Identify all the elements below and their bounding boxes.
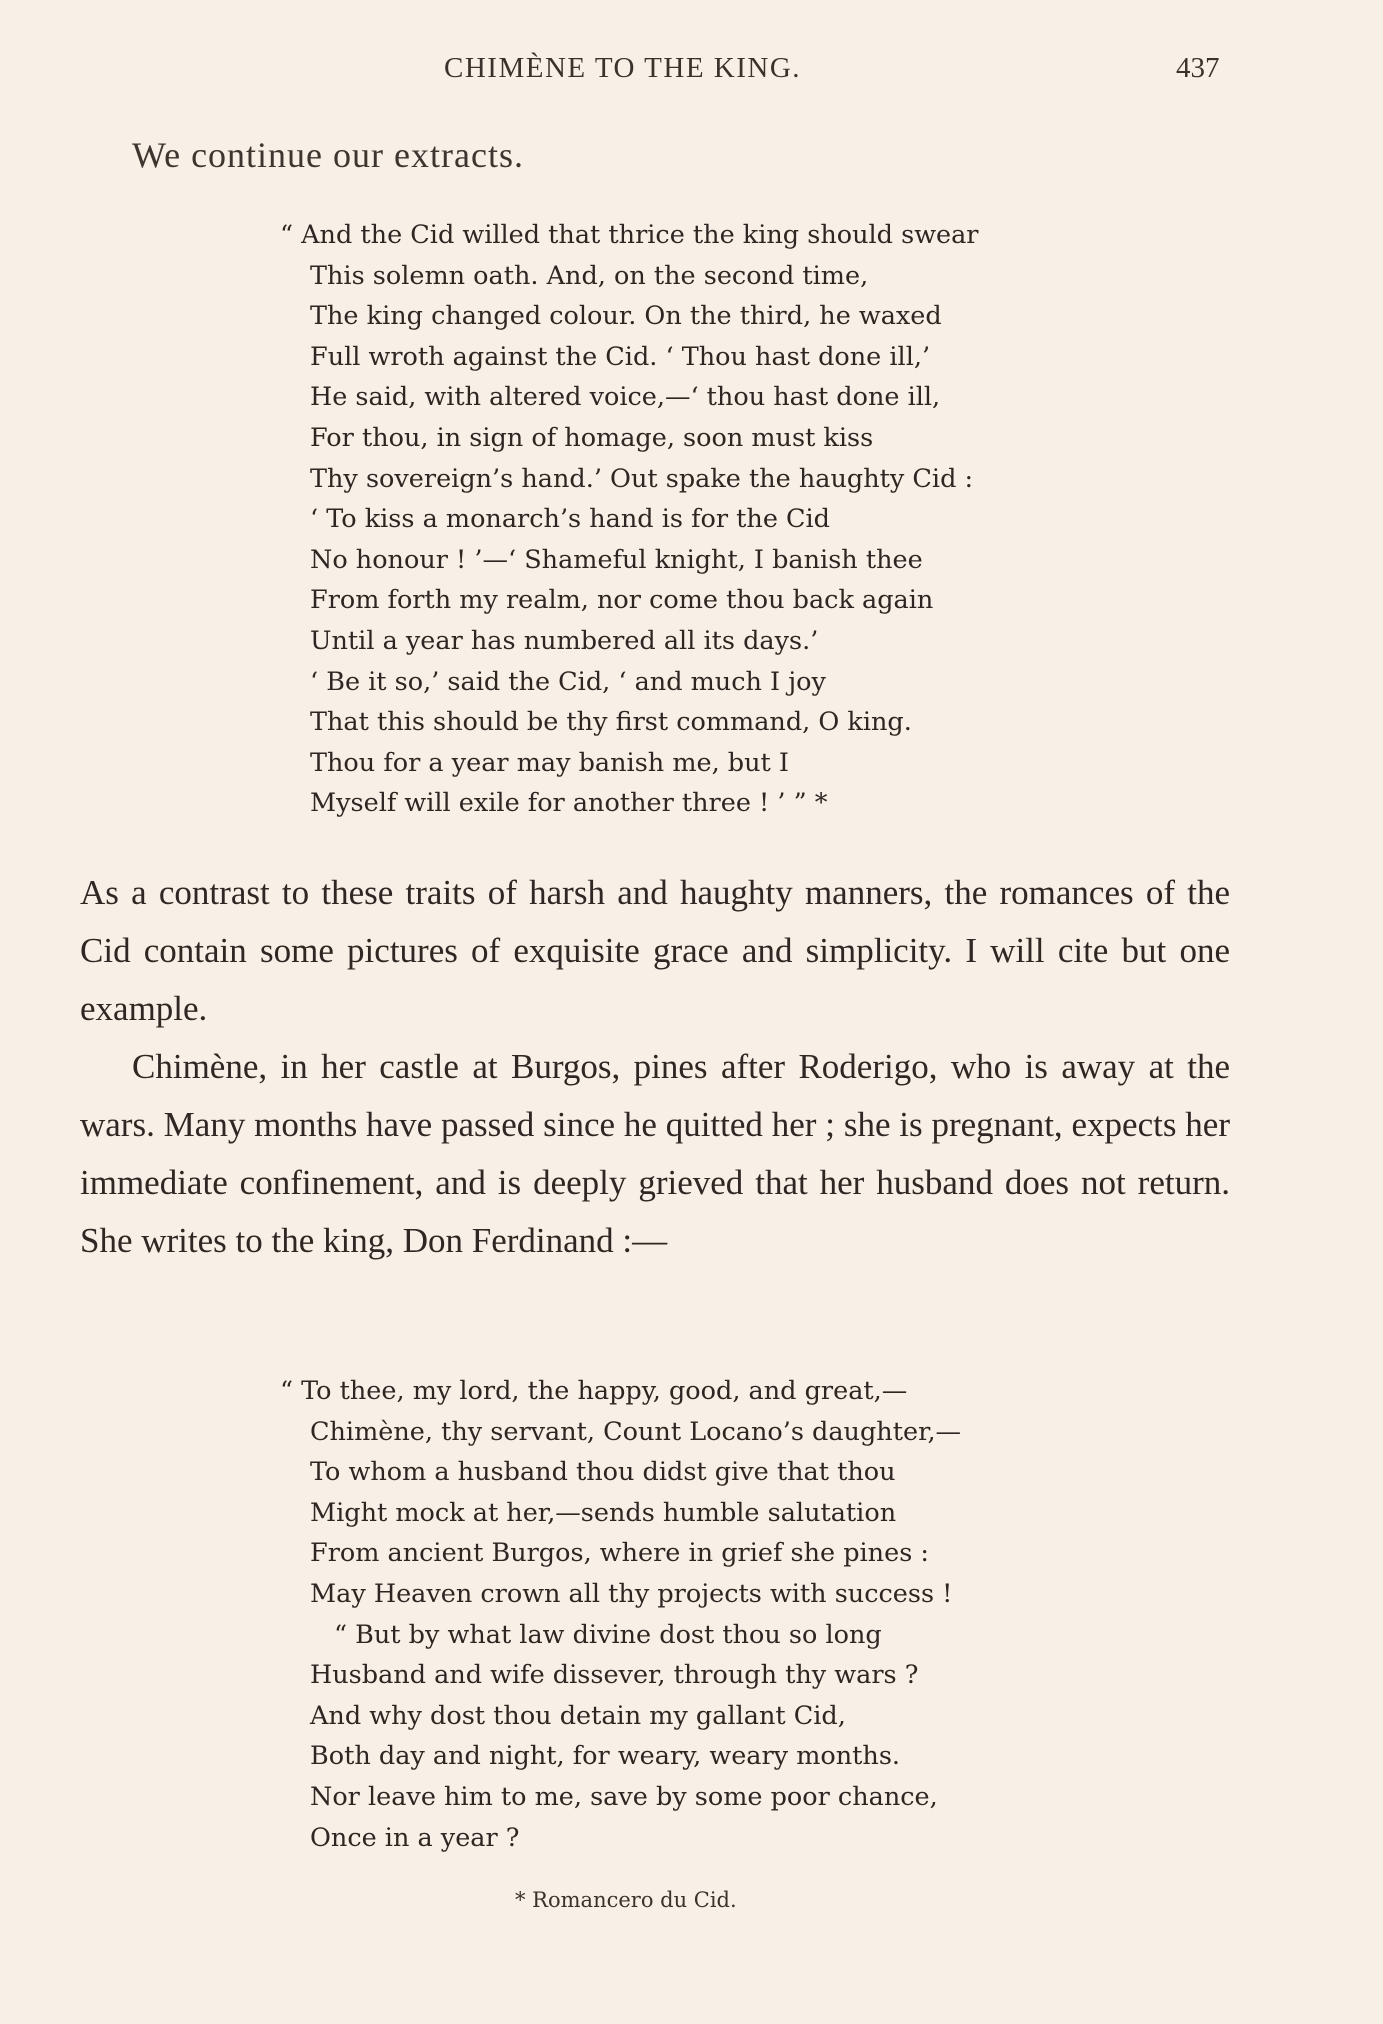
verse-line: This solemn oath. And, on the second time, bbox=[310, 260, 869, 291]
verse-line: That this should be thy first command, O king. bbox=[310, 707, 912, 738]
verse-extract-oath bbox=[280, 215, 1180, 824]
verse-line: “ And the Cid willed that thrice the king should swear bbox=[280, 220, 979, 250]
verse-line: Husband and wife dissever, through thy wars ? bbox=[310, 1660, 919, 1691]
verse-line: May Heaven crown all thy projects with success ! bbox=[310, 1578, 953, 1609]
verse-line: ‘ Be it so,’ said the Cid, ‘ and much I joy bbox=[310, 666, 826, 697]
verse-line: Until a year has numbered all its days.’ bbox=[310, 625, 819, 656]
verse-letter-to-king bbox=[280, 1371, 1180, 1858]
footnote: * Romancero du Cid. bbox=[515, 1888, 737, 1912]
verse-line: From ancient Burgos, where in grief she pines : bbox=[310, 1538, 929, 1569]
verse-line: And why dost thou detain my gallant Cid, bbox=[310, 1700, 846, 1731]
verse-line: Chimène, thy servant, Count Locano’s daughter,— bbox=[310, 1416, 962, 1447]
verse-line: ‘ To kiss a monarch’s hand is for the Cid bbox=[310, 504, 831, 535]
verse-line: No honour ! ’—‘ Shameful knight, I banish thee bbox=[310, 544, 923, 575]
verse-line: Full wroth against the Cid. ‘ Thou hast done ill,’ bbox=[310, 341, 931, 372]
paragraph-chimene: Chimène, in her castle at Burgos, pines after Roderigo, who is away at the wars. Many months have passed since he quitted her ; she is pregnant, expects her immediate confinement, and is deeply grieved that her husband does not return. She writes to the king, Don Ferdinand :— bbox=[80, 1047, 1230, 1260]
verse-line: Both day and night, for weary, weary months. bbox=[310, 1741, 901, 1772]
page-number: 437 bbox=[1176, 52, 1220, 84]
verse-line: For thou, in sign of homage, soon must kiss bbox=[310, 422, 874, 453]
intro-line: We continue our extracts. bbox=[132, 135, 524, 175]
verse-line: Once in a year ? bbox=[310, 1822, 520, 1853]
verse-line: Thy sovereign’s hand.’ Out spake the haughty Cid : bbox=[310, 463, 974, 494]
verse-line: He said, with altered voice,—‘ thou hast done ill, bbox=[310, 382, 941, 413]
running-title: CHIMÈNE TO THE KING. bbox=[444, 52, 802, 84]
verse-line: “ To thee, my lord, the happy, good, and great,— bbox=[280, 1376, 908, 1406]
verse-line: “ But by what law divine dost thou so long bbox=[334, 1619, 882, 1650]
prose-body bbox=[80, 864, 1230, 1270]
verse-line: Nor leave him to me, save by some poor chance, bbox=[310, 1781, 938, 1812]
verse-line: The king changed colour. On the third, he waxed bbox=[310, 301, 942, 332]
verse-line: Myself will exile for another three ! ’ ” * bbox=[310, 788, 828, 819]
verse-line: From forth my realm, nor come thou back again bbox=[310, 585, 934, 616]
paragraph-contrast: As a contrast to these traits of harsh and haughty manners, the romances of the Cid contain some pictures of exquisite grace and simplicity. I will cite but one example. bbox=[80, 873, 1230, 1028]
verse-line: Might mock at her,—sends humble salutation bbox=[310, 1497, 897, 1528]
verse-line: To whom a husband thou didst give that thou bbox=[310, 1457, 896, 1488]
running-head bbox=[0, 52, 1383, 88]
verse-line: Thou for a year may banish me, but I bbox=[310, 747, 789, 778]
